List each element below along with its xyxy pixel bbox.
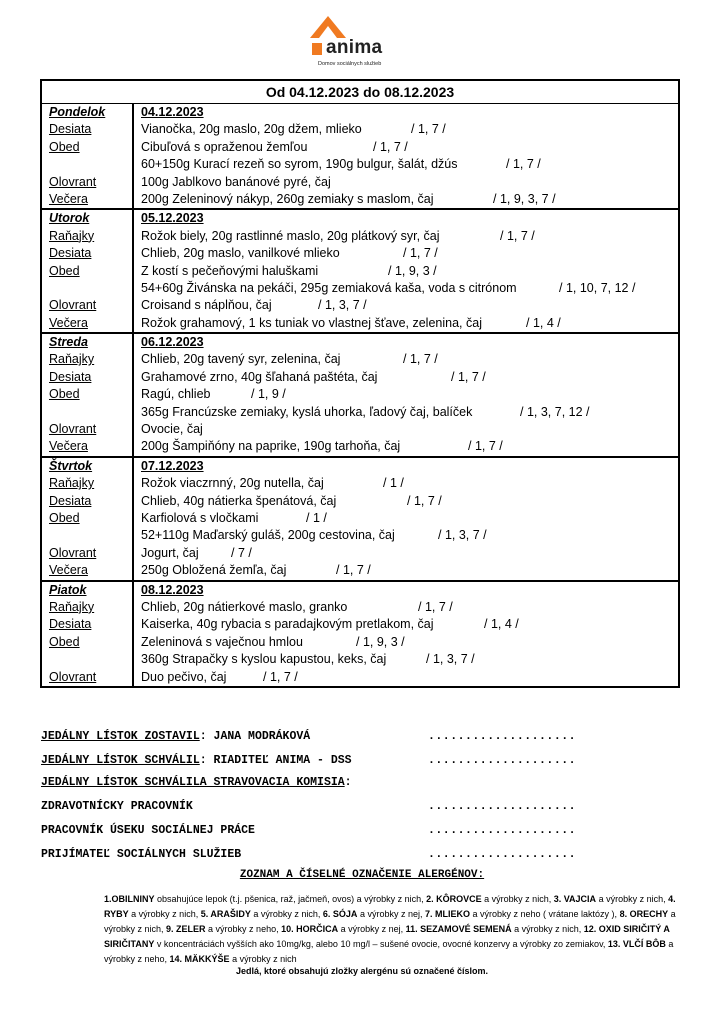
meal-label: Raňajky [49, 352, 95, 367]
meal-label-row [49, 245, 132, 262]
meal-description: Chlieb, 20g nátierkové maslo, granko [141, 599, 348, 614]
meal-description: Grahamové zrno, 40g šľahaná paštéta, čaj [141, 369, 378, 384]
meal-allergens: / 1, 9, 3, 7 / [493, 191, 556, 206]
meal-label-row [49, 139, 132, 156]
meal-label-row [49, 616, 132, 633]
meal-label-row [49, 527, 132, 544]
meal-allergens: / 1, 7 / [411, 122, 446, 137]
logo-text: anima [326, 37, 383, 58]
meal-label: Obed [49, 634, 80, 649]
meal-label-row [49, 228, 132, 245]
meal-label-row [49, 191, 132, 208]
meal-label: Obed [49, 510, 80, 525]
meal-label-row [49, 156, 132, 173]
meal-allergens: / 1 / [306, 510, 327, 525]
allergen-description: a výrobky z nich, [596, 894, 669, 904]
day-name: Utorok [49, 211, 90, 226]
meal-label-row [49, 369, 132, 386]
meal-description: Chlieb, 40g nátierka špenátová, čaj [141, 493, 337, 508]
meal-allergens: / 1, 7 / [500, 228, 535, 243]
meal-label: Večera [49, 315, 88, 330]
meal-row [141, 651, 678, 668]
meal-label: Obed [49, 387, 80, 402]
meal-label-row [49, 174, 132, 191]
meal-allergens: / 1 / [383, 476, 404, 491]
allergen-name: 10. HORČICA [281, 924, 339, 934]
meal-description: Chlieb, 20g tavený syr, zelenina, čaj [141, 352, 341, 367]
signature-dots: .................... [428, 848, 577, 861]
meal-allergens: / 1, 7 / [403, 352, 438, 367]
signature-value: : RIADITEĽ ANIMA - DSS [199, 754, 352, 767]
allergen-description: a výrobky z neho ( vrátane laktózy ), [469, 909, 620, 919]
meal-label-row [49, 121, 132, 138]
day-block [42, 210, 678, 334]
meal-label-row [49, 351, 132, 368]
meal-row [141, 421, 678, 438]
day-block [42, 582, 678, 686]
meal-allergens: / 1, 9, 3 / [356, 634, 405, 649]
signature-value: : JANA MODRÁKOVÁ [199, 730, 311, 743]
allergen-name: 14. MÄKKÝŠE [169, 954, 230, 964]
allergen-heading: ZOZNAM A ČÍSELNÉ OZNAČENIE ALERGÉNOV: [239, 869, 485, 881]
meal-description: Rožok grahamový, 1 ks tuniak vo vlastnej šťave, zelenina, čaj [141, 315, 482, 330]
day-date: 06.12.2023 [141, 335, 204, 350]
meal-description: Cibuľová s opraženou žemľou [141, 139, 308, 154]
meal-items [134, 210, 678, 332]
day-date: 07.12.2023 [141, 458, 204, 473]
meal-description: 60+150g Kurací rezeň so syrom, 190g bulgur, šalát, džús [141, 157, 458, 172]
allergen-list [104, 892, 694, 967]
meal-label: Večera [49, 191, 88, 206]
signature-dots: .................... [428, 754, 577, 767]
allergen-name: 3. VAJCIA [553, 894, 597, 904]
signature-label: JEDÁLNY LÍSTOK ZOSTAVIL [41, 730, 200, 743]
meal-items [134, 458, 678, 580]
day-block [42, 458, 678, 582]
meal-allergens: / 1, 7 / [468, 439, 503, 454]
allergen-description: a výrobky z nich, [481, 894, 554, 904]
meal-label-row [49, 651, 132, 668]
allergen-description: a výrobky z neho, [104, 939, 674, 964]
menu-title: Od 04.12.2023 do 08.12.2023 [42, 81, 678, 104]
meal-label: Olovrant [49, 422, 97, 437]
meal-label: Desiata [49, 369, 92, 384]
signature-label: PRIJÍMATEĽ SOCIÁLNYCH SLUŽIEB [41, 848, 242, 861]
logo-square-icon [312, 43, 322, 55]
meal-label: Olovrant [49, 298, 97, 313]
allergen-name: 2. KÔROVCE [426, 894, 482, 904]
meal-label: Raňajky [49, 476, 95, 491]
meal-allergens: / 1, 3, 7 / [438, 528, 487, 543]
meal-row [141, 280, 678, 297]
meal-label-row [49, 315, 132, 332]
meal-description: Duo pečivo, čaj [141, 669, 227, 684]
meal-row [141, 438, 678, 455]
logo-subtitle: Domov sociálnych služieb [318, 61, 382, 67]
signature-label: PRACOVNÍK ÚSEKU SOCIÁLNEJ PRÁCE [41, 824, 255, 837]
meal-label: Raňajky [49, 599, 95, 614]
allergen-name: 1.OBILNINY [104, 894, 155, 904]
meal-labels [42, 582, 134, 686]
meal-label-row [49, 545, 132, 562]
meal-description: Vianočka, 20g maslo, 20g džem, mlieko [141, 122, 362, 137]
meal-description: Croisand s náplňou, čaj [141, 298, 272, 313]
meal-description: Ragú, chlieb [141, 387, 211, 402]
allergen-name: 8. ORECHY [619, 909, 669, 919]
meal-description: Kaiserka, 40g rybacia s paradajkovým pretlakom, čaj [141, 617, 434, 632]
signature-line [41, 824, 255, 837]
meal-description: 360g Strapačky s kyslou kapustou, keks, čaj [141, 652, 387, 667]
signature-line [41, 754, 352, 767]
meal-labels [42, 458, 134, 580]
day-block [42, 104, 678, 210]
meal-label-row [49, 475, 132, 492]
meal-label-row [49, 562, 132, 579]
meal-row [141, 121, 678, 138]
meal-label-row [49, 493, 132, 510]
meal-row [141, 493, 678, 510]
meal-description: 100g Jablkovo banánové pyré, čaj [141, 174, 331, 189]
allergen-name: 7. MLIEKO [424, 909, 470, 919]
meal-labels [42, 104, 134, 208]
meal-description: Chlieb, 20g maslo, vanilkové mlieko [141, 246, 340, 261]
meal-description: 365g Francúzske zemiaky, kyslá uhorka, ľadový čaj, balíček [141, 404, 473, 419]
signature-label: JEDÁLNY LÍSTOK SCHVÁLILA STRAVOVACIA KOMISIA [41, 776, 345, 789]
meal-label-row [49, 438, 132, 455]
allergen-name: 12. OXID SIRIČITÝ A SIRIČITANY [104, 924, 670, 949]
meal-allergens: / 1, 7 / [403, 246, 438, 261]
meal-row [141, 599, 678, 616]
meal-description: 52+110g Maďarský guláš, 200g cestovina, čaj [141, 528, 395, 543]
allergen-description: v koncentráciách vyšších ako 10mg/kg, alebo 10 mg/l – sušené ovocie, ovocné konzervy a výrobky zo zemiakov, [154, 939, 608, 949]
allergen-description: a výrobky z neho, [205, 924, 282, 934]
allergen-description: a výrobky z nich [229, 954, 297, 964]
meal-allergens: / 7 / [231, 545, 252, 560]
meal-row [141, 263, 678, 280]
meal-row [141, 351, 678, 368]
meal-row [141, 369, 678, 386]
meal-row [141, 616, 678, 633]
meal-row [141, 669, 678, 686]
meal-label: Večera [49, 439, 88, 454]
day-name: Streda [49, 335, 88, 350]
meal-items [134, 334, 678, 456]
meal-description: Zeleninová s vaječnou hmlou [141, 634, 303, 649]
meal-description: 250g Obložená žemľa, čaj [141, 563, 287, 578]
meal-label-row [49, 421, 132, 438]
weekly-menu-table [40, 79, 680, 688]
allergen-name: 5. ARAŠIDY [200, 909, 251, 919]
day-date: 05.12.2023 [141, 211, 204, 226]
meal-row [141, 174, 678, 191]
meal-items [134, 104, 678, 208]
signature-line [41, 848, 241, 861]
meal-label-row [49, 297, 132, 314]
meal-row [141, 386, 678, 403]
signature-line [41, 730, 310, 743]
meal-label: Obed [49, 139, 80, 154]
allergen-name: 6. SÓJA [322, 909, 358, 919]
allergen-footer: Jedlá, ktoré obsahujú zložky alergénu sú označené číslom. [235, 966, 489, 976]
day-date: 08.12.2023 [141, 582, 204, 597]
meal-label: Desiata [49, 246, 92, 261]
meal-label: Desiata [49, 617, 92, 632]
meal-label: Obed [49, 263, 80, 278]
meal-label: Olovrant [49, 174, 97, 189]
meal-labels [42, 210, 134, 332]
meal-label-row [49, 669, 132, 686]
allergen-name: 13. VLČÍ BÔB [607, 939, 666, 949]
meal-allergens: / 1, 10, 7, 12 / [559, 280, 636, 295]
meal-row [141, 156, 678, 173]
meal-label-row [49, 280, 132, 297]
allergen-description: a výrobky z nich, [511, 924, 584, 934]
meal-description: 54+60g Živánska na pekáči, 295g zemiaková kaša, voda s citrónom [141, 280, 517, 295]
meal-allergens: / 1, 9 / [251, 387, 286, 402]
meal-allergens: / 1, 9, 3 / [388, 263, 437, 278]
day-name: Štvrtok [49, 458, 93, 473]
meal-row [141, 634, 678, 651]
allergen-description: obsahujúce lepok (t.j. pšenica, raž, jačmeň, ovos) a výrobky z nich, [154, 894, 427, 904]
meal-row [141, 139, 678, 156]
meal-label-row [49, 404, 132, 421]
meal-description: 200g Zeleninový nákyp, 260g zemiaky s maslom, čaj [141, 191, 434, 206]
allergen-description: a výrobky z nich, [128, 909, 201, 919]
meal-row [141, 562, 678, 579]
signature-line [41, 776, 352, 789]
meal-allergens: / 1, 7 / [418, 599, 453, 614]
meal-allergens: / 1, 4 / [484, 617, 519, 632]
meal-labels [42, 334, 134, 456]
meal-allergens: / 1, 7 / [263, 669, 298, 684]
signature-value: : [344, 776, 352, 789]
meal-description: 200g Šampiňóny na paprike, 190g tarhoňa, čaj [141, 439, 401, 454]
meal-label: Raňajky [49, 228, 95, 243]
meal-allergens: / 1, 3, 7 / [318, 298, 367, 313]
meal-row [141, 191, 678, 208]
menu-days [42, 104, 678, 686]
meal-label-row [49, 634, 132, 651]
meal-allergens: / 1, 3, 7, 12 / [520, 404, 590, 419]
meal-row [141, 545, 678, 562]
day-date: 04.12.2023 [141, 105, 204, 119]
meal-row [141, 245, 678, 262]
meal-allergens: / 1, 7 / [336, 563, 371, 578]
meal-row [141, 228, 678, 245]
meal-allergens: / 1, 7 / [373, 139, 408, 154]
signature-dots: .................... [428, 824, 577, 837]
meal-items [134, 582, 678, 686]
meal-description: Jogurt, čaj [141, 545, 199, 560]
meal-row [141, 404, 678, 421]
meal-row [141, 527, 678, 544]
allergen-description: a výrobky z nej, [338, 924, 406, 934]
day-block [42, 334, 678, 458]
meal-description: Rožok viaczrnný, 20g nutella, čaj [141, 476, 324, 491]
signature-dots: .................... [428, 730, 577, 743]
meal-description: Karfiolová s vločkami [141, 510, 259, 525]
allergen-name: 11. SEZAMOVÉ SEMENÁ [405, 924, 512, 934]
day-name: Piatok [49, 582, 87, 597]
meal-allergens: / 1, 7 / [506, 157, 541, 172]
allergen-name: 9. ZELER [166, 924, 206, 934]
meal-label-row [49, 510, 132, 527]
meal-allergens: / 1, 7 / [451, 369, 486, 384]
allergen-description: a výrobky z nich, [104, 909, 676, 934]
meal-label-row [49, 599, 132, 616]
meal-label-row [49, 386, 132, 403]
meal-row [141, 315, 678, 332]
allergen-description: a výrobky z nej, [357, 909, 425, 919]
meal-row [141, 297, 678, 314]
allergen-description: a výrobky z nich, [250, 909, 323, 919]
meal-label: Olovrant [49, 545, 97, 560]
meal-label: Olovrant [49, 669, 97, 684]
allergen-name: 4. RYBY [104, 894, 676, 919]
meal-label: Desiata [49, 493, 92, 508]
meal-allergens: / 1, 7 / [407, 493, 442, 508]
anima-logo [310, 16, 420, 74]
signature-line [41, 800, 193, 813]
meal-allergens: / 1, 3, 7 / [426, 652, 475, 667]
meal-label-row [49, 263, 132, 280]
meal-description: Ovocie, čaj [141, 422, 203, 437]
signature-label: JEDÁLNY LÍSTOK SCHVÁLIL [41, 754, 200, 767]
day-name: Pondelok [49, 105, 106, 119]
signature-label: ZDRAVOTNÍCKY PRACOVNÍK [41, 800, 193, 813]
meal-label: Večera [49, 563, 88, 578]
meal-description: Z kostí s pečeňovými haluškami [141, 263, 319, 278]
signature-dots: .................... [428, 800, 577, 813]
meal-label: Desiata [49, 122, 92, 137]
meal-row [141, 510, 678, 527]
meal-description: Rožok biely, 20g rastlinné maslo, 20g plátkový syr, čaj [141, 228, 440, 243]
meal-row [141, 475, 678, 492]
meal-allergens: / 1, 4 / [526, 315, 561, 330]
